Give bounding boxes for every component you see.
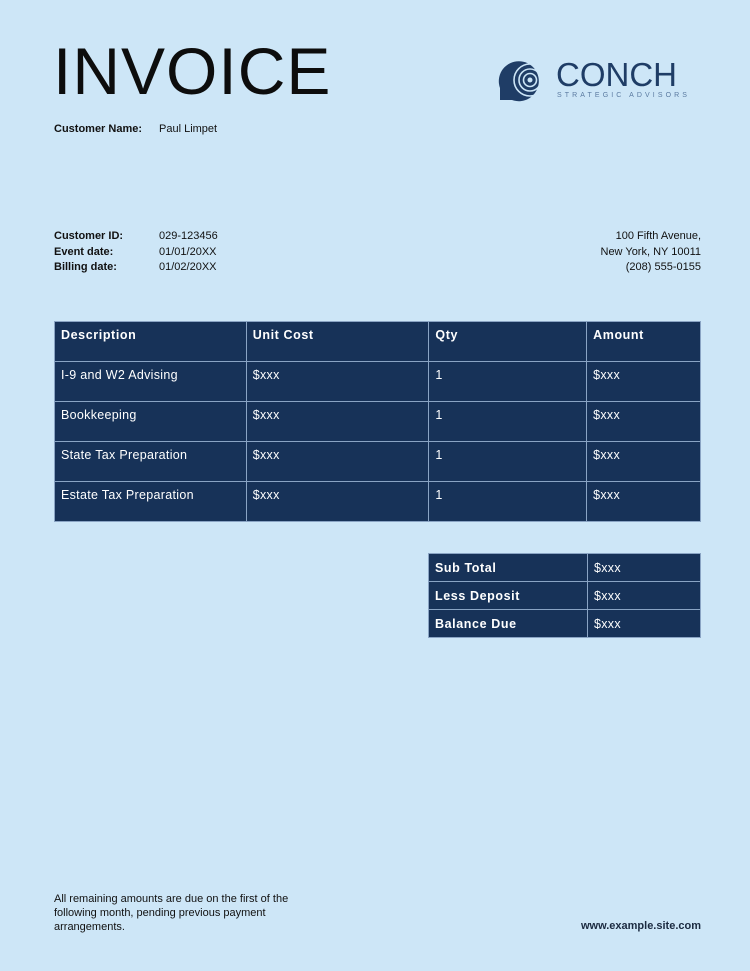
- balance-due-label: Balance Due: [429, 610, 588, 638]
- item-unit-cost: $xxx: [246, 402, 429, 442]
- item-description: Bookkeeping: [55, 402, 247, 442]
- subtotal-value: $xxx: [588, 554, 701, 582]
- table-row: [55, 362, 701, 402]
- detail-row: [54, 260, 218, 276]
- item-description: State Tax Preparation: [55, 442, 247, 482]
- item-qty: 1: [429, 442, 587, 482]
- conch-shell-icon: [498, 58, 550, 104]
- customer-name-label: Customer Name:: [54, 123, 143, 135]
- item-qty: 1: [429, 402, 587, 442]
- logo-tagline: STRATEGIC ADVISORS: [557, 92, 691, 99]
- customer-name-value: Paul Limpet: [159, 123, 218, 135]
- item-qty: 1: [429, 362, 587, 402]
- customer-name-row: [54, 122, 217, 138]
- item-amount: $xxx: [587, 362, 701, 402]
- item-description: I-9 and W2 Advising: [55, 362, 247, 402]
- table-header-row: [55, 322, 701, 362]
- company-address: [601, 229, 702, 276]
- billing-date-value: 01/02/20XX: [159, 261, 217, 273]
- website-link[interactable]: www.example.site.com: [580, 920, 701, 932]
- logo-name: CONCH: [556, 56, 677, 93]
- deposit-value: $xxx: [588, 582, 701, 610]
- company-logo: [498, 58, 708, 104]
- item-qty: 1: [429, 482, 587, 522]
- event-date-value: 01/01/20XX: [159, 245, 217, 258]
- header-unit-cost: Unit Cost: [246, 322, 429, 362]
- detail-row: [54, 245, 218, 261]
- address-line: New York, NY 10011: [600, 245, 701, 258]
- deposit-row: [429, 582, 701, 610]
- line-items-table: [54, 321, 701, 522]
- invoice-details: [54, 229, 218, 276]
- invoice-title: INVOICE: [53, 34, 332, 108]
- table-row: [55, 402, 701, 442]
- header-amount: Amount: [587, 322, 701, 362]
- item-unit-cost: $xxx: [246, 442, 429, 482]
- payment-terms-note: All remaining amounts are due on the first of the following month, pending previous payment arrangements.: [54, 893, 289, 933]
- balance-due-value: $xxx: [588, 610, 701, 638]
- balance-due-row: [429, 610, 701, 638]
- item-amount: $xxx: [587, 482, 701, 522]
- subtotal-label: Sub Total: [429, 554, 588, 582]
- header-qty: Qty: [429, 322, 587, 362]
- item-unit-cost: $xxx: [246, 362, 429, 402]
- item-unit-cost: $xxx: [246, 482, 429, 522]
- address-line: 100 Fifth Avenue,: [615, 230, 701, 242]
- subtotal-row: [429, 554, 701, 582]
- header-description: Description: [55, 322, 247, 362]
- event-date-label: Event date:: [54, 245, 114, 258]
- billing-date-label: Billing date:: [54, 261, 117, 273]
- deposit-label: Less Deposit: [429, 582, 588, 610]
- totals-table: [428, 553, 701, 638]
- customer-id-label: Customer ID:: [54, 230, 124, 242]
- item-amount: $xxx: [587, 442, 701, 482]
- table-row: [55, 482, 701, 522]
- item-amount: $xxx: [587, 402, 701, 442]
- item-description: Estate Tax Preparation: [55, 482, 247, 522]
- customer-id-value: 029-123456: [159, 230, 218, 242]
- detail-row: [54, 229, 218, 245]
- phone-number: (208) 555-0155: [625, 261, 701, 273]
- table-row: [55, 442, 701, 482]
